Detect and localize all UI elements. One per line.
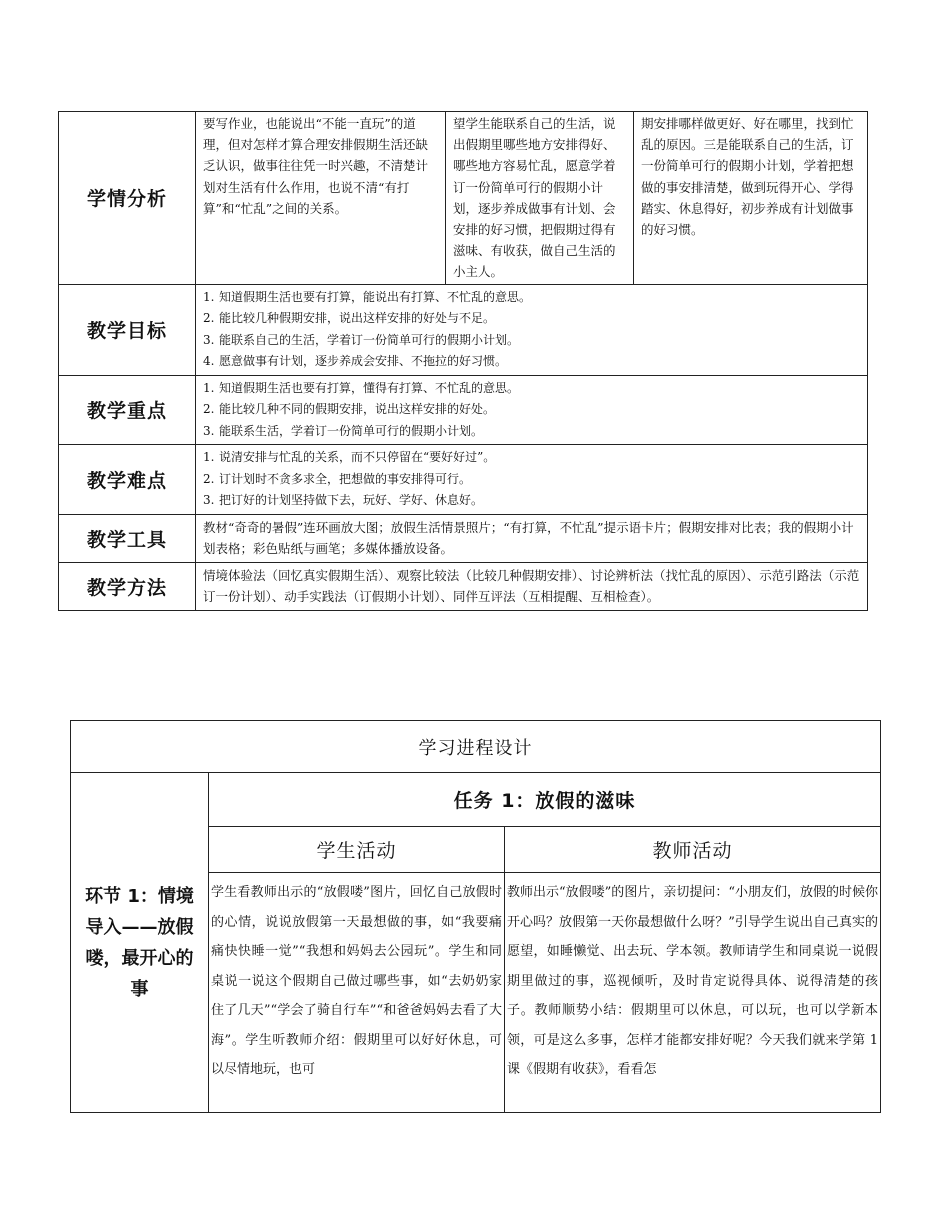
task-title: 任务 1：放假的滋味 [209, 773, 881, 827]
analysis-col1: 要写作业，也能说出“不能一直玩”的道理，但对怎样才算合理安排假期生活还缺乏认识，做事往往凭一时兴趣，不清楚计划对生活有什么作用，也说不清“有打算”和“忙乱”之间的关系。 [196, 112, 446, 285]
difficulties-list [196, 445, 868, 515]
list-item: 4. 愿意做事有计划，逐步养成会安排、不拖拉的好习惯。 [203, 354, 508, 369]
list-item: 1. 说清安排与忙乱的关系，而不只停留在“要好好过”。 [203, 450, 496, 465]
list-item: 3. 能联系自己的生活，学着订一份简单可行的假期小计划。 [203, 332, 520, 347]
teacher-activity-text: 教师出示“放假喽”的图片，亲切提问：“小朋友们，放假的时候你开心吗？放假第一天你最想做什么呀？”引导学生说出自己真实的愿望，如睡懒觉、出去玩、学本领。教师请学生和同桌说一说假期里做过的事，巡视倾听，及时肯定说得具体、说得清楚的孩子。教师顺势小结：假期里可以休息，可以玩，也可以学新本领，可是这么多事，怎样才能都安排好呢？今天我们就来学第 1 课《假期有收获》，看看怎 [505, 873, 881, 1113]
teacher-activity-header: 教师活动 [505, 827, 881, 873]
tools-label: 教学工具 [59, 514, 196, 562]
list-item: 1. 知道假期生活也要有打算，懂得有打算、不忙乱的意思。 [203, 380, 520, 395]
list-item: 2. 能比较几种假期安排，说出这样安排的好处与不足。 [203, 311, 496, 326]
analysis-col2: 望学生能联系自己的生活，说出假期里哪些地方安排得好、哪些地方容易忙乱，愿意学着订一份简单可行的假期小计划，逐步养成做事有计划、会安排的好习惯，把假期过得有滋味、有收获，做自己生活的小主人。 [446, 112, 634, 285]
student-activity-text: 学生看教师出示的“放假喽”图片，回忆自己放假时的心情，说说放假第一天最想做的事，如“我要痛痛快快睡一觉”“我想和妈妈去公园玩”。学生和同桌说一说这个假期自己做过哪些事，如“去奶奶家住了几天”“学会了骑自行车”“和爸爸妈妈去看了大海”。学生听教师介绍：假期里可以好好休息，可以尽情地玩，也可 [209, 873, 505, 1113]
key-points-label: 教学重点 [59, 375, 196, 445]
list-item: 3. 把订好的计划坚持做下去，玩好、学好、休息好。 [203, 493, 484, 508]
difficulties-label: 教学难点 [59, 445, 196, 515]
process-table [70, 720, 881, 1113]
list-item: 2. 能比较几种不同的假期安排，说出这样安排的好处。 [203, 402, 496, 417]
tools-text: 教材“奇奇的暑假”连环画放大图；放假生活情景照片；“有打算，不忙乱”提示语卡片；假期安排对比表；我的假期小计划表格；彩色贴纸与画笔；多媒体播放设备。 [196, 514, 868, 562]
process-title: 学习进程设计 [71, 721, 881, 773]
analysis-label: 学情分析 [59, 112, 196, 285]
student-activity-header: 学生活动 [209, 827, 505, 873]
stage-label: 环节 1：情境导入——放假喽，最开心的事 [71, 773, 209, 1113]
list-item: 2. 订计划时不贪多求全，把想做的事安排得可行。 [203, 471, 472, 486]
goals-list [196, 284, 868, 375]
lesson-info-table [58, 111, 868, 611]
key-points-list [196, 375, 868, 445]
methods-text: 情境体验法（回忆真实假期生活）、观察比较法（比较几种假期安排）、讨论辨析法（找忙乱的原因）、示范引路法（示范订一份计划）、动手实践法（订假期小计划）、同伴互评法（互相提醒、互相检查）。 [196, 562, 868, 610]
analysis-col3: 期安排哪样做更好、好在哪里，找到忙乱的原因。三是能联系自己的生活，订一份简单可行的假期小计划，学着把想做的事安排清楚，做到玩得开心、学得踏实、休息得好，初步养成有计划做事的好习惯。 [634, 112, 868, 285]
list-item: 3. 能联系生活，学着订一份简单可行的假期小计划。 [203, 423, 484, 438]
goals-label: 教学目标 [59, 284, 196, 375]
methods-label: 教学方法 [59, 562, 196, 610]
list-item: 1. 知道假期生活也要有打算，能说出有打算、不忙乱的意思。 [203, 289, 532, 304]
